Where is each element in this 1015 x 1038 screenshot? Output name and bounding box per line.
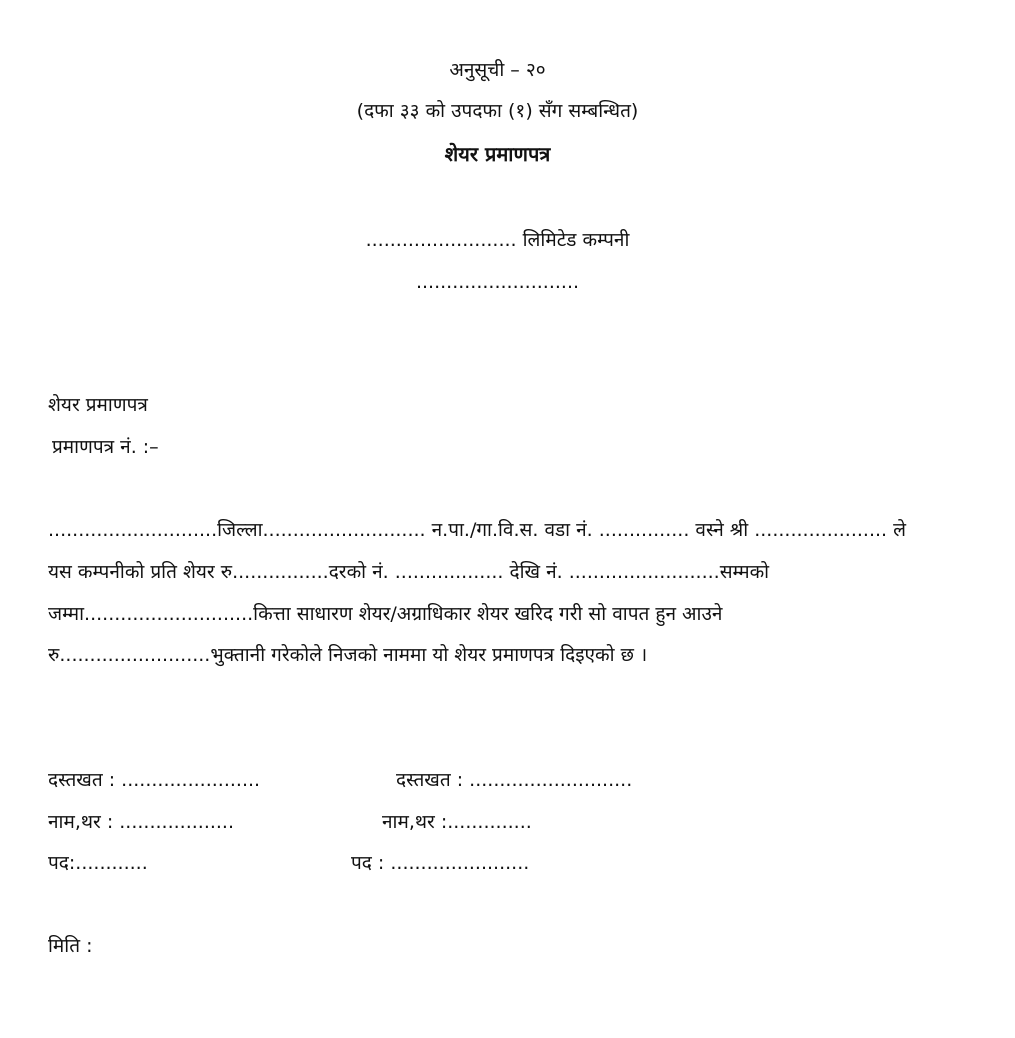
schedule-heading: अनुसूची – २० <box>449 59 546 81</box>
left-name-label: नाम,थर : ................... <box>48 811 235 833</box>
company-name-line: ......................... लिमिटेड कम्पनी <box>365 229 630 251</box>
body-line-4: रु.........................भुक्तानी गरेकोले निजको नाममा यो शेयर प्रमाणपत्र दिइएको छ । <box>48 644 648 666</box>
certificate-label: शेयर प्रमाणपत्र <box>48 394 148 416</box>
right-post-label: पद : ....................... <box>351 852 530 874</box>
body-line-3: जम्मा............................कित्ता साधारण शेयर/अग्राधिकार शेयर खरिद गरी सो वापत हुन आउने <box>48 603 723 625</box>
left-signature-label: दस्तखत : ....................... <box>48 769 261 791</box>
certificate-number-label: प्रमाणपत्र नं. :– <box>52 436 159 458</box>
body-line-2: यस कम्पनीको प्रति शेयर रु................दरको नं. .................. देखि नं. .........................सम्मको <box>48 561 770 583</box>
body-line-1: ............................जिल्ला........................... न.पा./गा.वि.स. वडा नं. ............... वस्ने श्री ...................... ले <box>48 519 907 541</box>
section-reference: (दफा ३३ को उपदफा (१) सँग सम्बन्धित) <box>356 100 639 122</box>
right-signature-label: दस्तखत : ........................... <box>396 769 633 791</box>
left-post-label: पद:............ <box>48 852 148 874</box>
document-title: शेयर प्रमाणपत्र <box>444 142 551 166</box>
company-address-line: ........................... <box>415 271 580 293</box>
date-label: मिति : <box>48 935 93 957</box>
right-name-label: नाम,थर :.............. <box>382 811 532 833</box>
